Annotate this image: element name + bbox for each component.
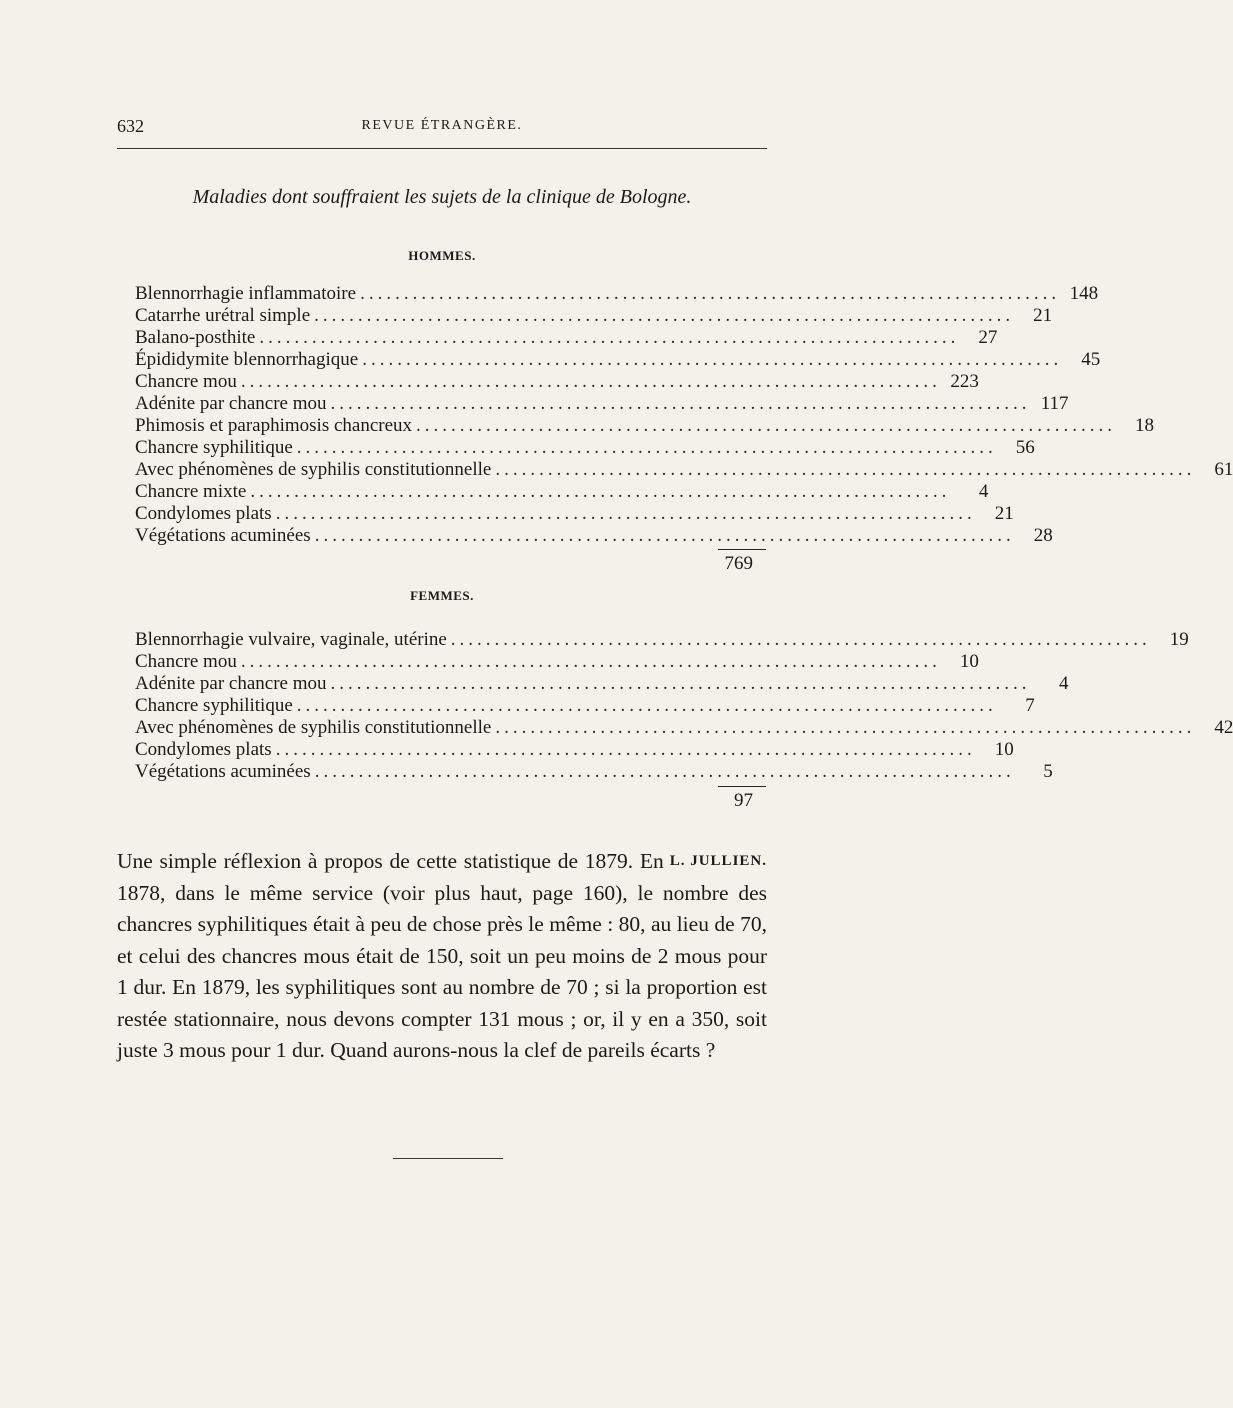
row-label: Adénite par chancre mou <box>135 393 327 414</box>
commentary-text: Une simple réflexion à propos de cette statistique de 1879. En 1878, dans le même service (voir plus haut, page 160), le nombre des chancres syphilitiques était à peu de chose près le même : 80, au lieu de 70, et celui des chancres mous était de 150, soit un peu moins de 2 mous pour 1 dur. En 1879, les syphilitiques sont au nombre de 70 ; si la proportion est restée stationnaire, nous devons compter 131 mous ; or, il y en a 350, soit juste 3 mous pour 1 dur. Quand aurons-nous la clef de pareils écarts ? <box>117 849 767 1062</box>
table-row <box>135 393 1069 415</box>
row-value: 117 <box>1040 393 1069 414</box>
dot-leader: ................................................................................ <box>240 651 941 672</box>
row-value: 21 <box>994 503 1014 524</box>
row-value: 27 <box>978 327 998 348</box>
table-row <box>135 629 1189 651</box>
table-row <box>135 349 1101 371</box>
table-row <box>135 525 1053 547</box>
dot-leader: ................................................................................ <box>416 415 1117 436</box>
dot-leader: ................................................................................ <box>362 349 1063 370</box>
dot-leader: ................................................................................ <box>275 739 976 760</box>
row-label: Végétations acuminées <box>135 525 311 546</box>
dot-leader: ................................................................................ <box>296 437 997 458</box>
hommes-table <box>135 283 1233 547</box>
row-value: 42 <box>1214 717 1233 738</box>
dot-leader: ................................................................................ <box>360 283 1061 304</box>
table-row <box>135 437 1035 459</box>
table-row <box>135 459 1233 481</box>
row-value: 45 <box>1081 349 1101 370</box>
dot-leader: ................................................................................ <box>250 481 951 502</box>
row-label: Végétations acuminées <box>135 761 311 782</box>
table-row <box>135 327 998 349</box>
row-value: 28 <box>1033 525 1053 546</box>
row-label: Condylomes plats <box>135 503 272 524</box>
table-row <box>135 481 989 503</box>
total-hommes: 769 <box>724 553 753 574</box>
row-value: 21 <box>1033 305 1053 326</box>
row-value: 18 <box>1135 415 1155 436</box>
running-head: REVUE ÉTRANGÈRE. <box>361 118 523 133</box>
row-value: 19 <box>1169 629 1189 650</box>
row-label: Chancre mou <box>135 651 237 672</box>
row-value: 5 <box>1043 761 1053 782</box>
table-row <box>135 717 1233 739</box>
row-value: 56 <box>1015 437 1035 458</box>
header-rule <box>117 148 767 149</box>
femmes-table <box>135 629 1233 783</box>
row-value: 223 <box>950 371 979 392</box>
table-row <box>135 415 1155 437</box>
total-femmes: 97 <box>734 790 753 811</box>
row-value: 10 <box>994 739 1014 760</box>
row-value: 4 <box>1059 673 1069 694</box>
page-number: 632 <box>117 116 144 136</box>
row-label: Blennorrhagie vulvaire, vaginale, utérine <box>135 629 447 650</box>
row-label: Épididymite blennorrhagique <box>135 349 359 370</box>
total-rule-femmes <box>718 786 766 787</box>
dot-leader: ................................................................................ <box>330 673 1031 694</box>
row-value: 148 <box>1069 283 1099 304</box>
row-label: Chancre syphilitique <box>135 695 293 716</box>
table-row <box>135 739 1014 761</box>
total-rule-hommes <box>718 549 766 550</box>
dot-leader: ................................................................................ <box>259 327 960 348</box>
dot-leader: ................................................................................ <box>275 503 976 524</box>
dot-leader: ................................................................................ <box>296 695 997 716</box>
row-value: 61 <box>1214 459 1233 480</box>
dot-leader: ................................................................................ <box>314 305 1015 326</box>
author-signature: L. JULLIEN. <box>669 853 767 869</box>
table-row <box>135 651 979 673</box>
section-title-femmes: FEMMES. <box>410 588 474 603</box>
table-row <box>135 371 979 393</box>
end-rule <box>393 1158 503 1159</box>
row-label: Avec phénomènes de syphilis constitutionnelle <box>135 717 492 738</box>
dot-leader: ................................................................................ <box>314 761 1015 782</box>
dot-leader: ................................................................................ <box>495 459 1196 480</box>
dot-leader: ................................................................................ <box>240 371 941 392</box>
dot-leader: ................................................................................ <box>330 393 1031 414</box>
row-value: 7 <box>1025 695 1035 716</box>
row-label: Condylomes plats <box>135 739 272 760</box>
table-row <box>135 305 1053 327</box>
dot-leader: ................................................................................ <box>314 525 1015 546</box>
row-label: Blennorrhagie inflammatoire <box>135 283 357 304</box>
row-value: 4 <box>978 481 989 502</box>
table-row <box>135 673 1069 695</box>
row-label: Chancre syphilitique <box>135 437 293 458</box>
row-label: Phimosis et paraphimosis chancreux <box>135 415 413 436</box>
commentary-paragraph <box>117 846 767 1067</box>
row-label: Chancre mou <box>135 371 237 392</box>
section-title-hommes: HOMMES. <box>408 248 476 263</box>
table-row <box>135 761 1053 783</box>
table-title: Maladies dont souffraient les sujets de la clinique de Bologne. <box>192 186 692 208</box>
dot-leader: ................................................................................ <box>450 629 1151 650</box>
row-label: Avec phénomènes de syphilis constitutionnelle <box>135 459 492 480</box>
row-label: Catarrhe urétral simple <box>135 305 311 326</box>
row-label: Adénite par chancre mou <box>135 673 327 694</box>
dot-leader: ................................................................................ <box>495 717 1196 738</box>
row-label: Balano-posthite <box>135 327 256 348</box>
page-header <box>117 116 767 138</box>
row-label: Chancre mixte <box>135 481 247 502</box>
table-row <box>135 283 1099 305</box>
row-value: 10 <box>959 651 979 672</box>
table-row <box>135 503 1014 525</box>
table-row <box>135 695 1035 717</box>
